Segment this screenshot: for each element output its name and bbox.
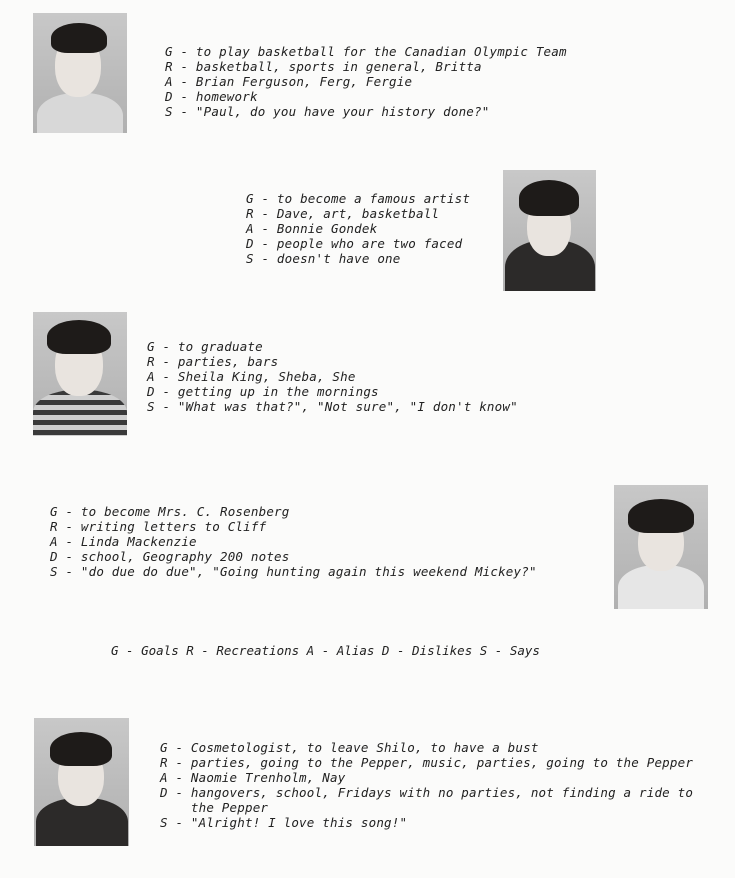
entry-3-goal: G - to graduate (147, 339, 263, 354)
entry-1-alias: A - Brian Ferguson, Ferg, Fergie (165, 74, 413, 89)
entry-2-dislikes: D - people who are two faced (246, 236, 463, 251)
entry-4-recreations: R - writing letters to Cliff (50, 519, 267, 534)
student-photo-2 (503, 170, 596, 291)
entry-5-alias: A - Naomie Trenholm, Nay (160, 770, 346, 785)
entry-3-text (147, 339, 518, 414)
entry-2-alias: A - Bonnie Gondek (246, 221, 378, 236)
entry-4-goal: G - to become Mrs. C. Rosenberg (50, 504, 290, 519)
entry-2-says: S - doesn't have one (246, 251, 401, 266)
entry-5-dislikes: D - hangovers, school, Fridays with no parties, not finding a ride to (160, 785, 694, 800)
student-photo-5 (34, 718, 129, 846)
student-photo-4 (614, 485, 708, 609)
entry-5-recreations: R - parties, going to the Pepper, music, parties, going to the Pepper (160, 755, 694, 770)
entry-1-recreations: R - basketball, sports in general, Britta (165, 59, 482, 74)
entry-1-text (165, 44, 567, 119)
entry-5-text (160, 740, 693, 830)
entry-4-says: S - "do due do due", "Going hunting again this weekend Mickey?" (50, 564, 537, 579)
entry-3-alias: A - Sheila King, Sheba, She (147, 369, 356, 384)
entry-4-alias: A - Linda Mackenzie (50, 534, 197, 549)
entry-2-text (246, 191, 470, 266)
entry-2-goal: G - to become a famous artist (246, 191, 471, 206)
entry-1-goal: G - to play basketball for the Canadian Olympic Team (165, 44, 567, 59)
entry-1-dislikes: D - homework (165, 89, 258, 104)
entry-1-says: S - "Paul, do you have your history done?" (165, 104, 490, 119)
entry-5-goal: G - Cosmetologist, to leave Shilo, to have a bust (160, 740, 539, 755)
entry-5-says: S - "Alright! I love this song!" (160, 815, 408, 830)
legend: G - Goals R - Recreations A - Alias D - Dislikes S - Says (111, 643, 540, 658)
student-photo-1 (33, 13, 127, 133)
entry-2-recreations: R - Dave, art, basketball (246, 206, 440, 221)
entry-3-says: S - "What was that?", "Not sure", "I don't know" (147, 399, 518, 414)
entry-3-dislikes: D - getting up in the mornings (147, 384, 379, 399)
entry-4-text (50, 504, 537, 579)
entry-5-dislikes-cont: the Pepper (160, 800, 269, 815)
entry-3-recreations: R - parties, bars (147, 354, 279, 369)
student-photo-3 (33, 312, 127, 436)
entry-4-dislikes: D - school, Geography 200 notes (50, 549, 290, 564)
